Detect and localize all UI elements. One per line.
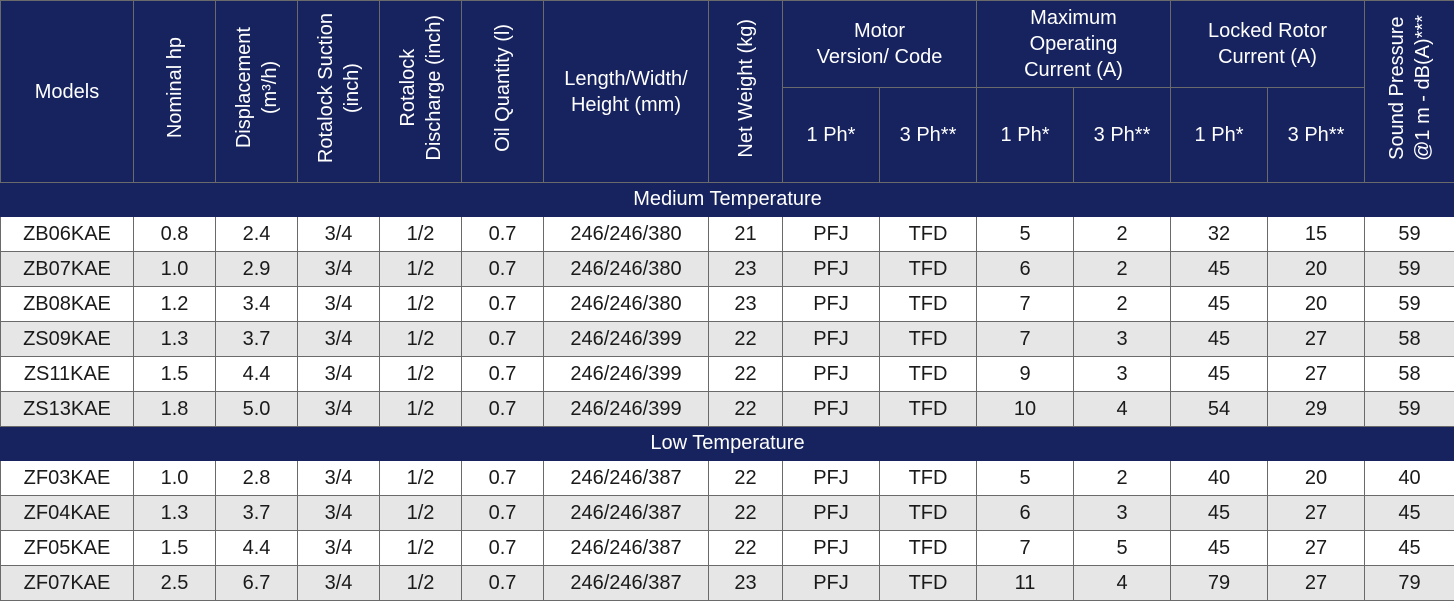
cell-discharge: 1/2 — [380, 531, 462, 566]
cell-suction: 3/4 — [298, 217, 380, 252]
header-locked-rotor-current: Locked Rotor Current (A) — [1171, 1, 1365, 88]
cell-suction: 3/4 — [298, 461, 380, 496]
cell-discharge: 1/2 — [380, 217, 462, 252]
cell-max-current-3ph: 2 — [1074, 461, 1171, 496]
cell-max-current-1ph: 5 — [977, 461, 1074, 496]
cell-oil-quantity: 0.7 — [462, 217, 544, 252]
cell-motor-1ph: PFJ — [783, 496, 880, 531]
cell-dimensions: 246/246/387 — [544, 496, 709, 531]
cell-motor-1ph: PFJ — [783, 322, 880, 357]
cell-net-weight: 22 — [709, 392, 783, 427]
cell-locked-3ph: 29 — [1268, 392, 1365, 427]
cell-motor-1ph: PFJ — [783, 461, 880, 496]
cell-motor-1ph: PFJ — [783, 287, 880, 322]
table-body — [1, 183, 1454, 601]
cell-locked-3ph: 20 — [1268, 461, 1365, 496]
cell-nominal-hp: 1.3 — [134, 496, 216, 531]
section-header-row — [1, 183, 1454, 217]
section-title: Medium Temperature — [1, 183, 1454, 217]
cell-net-weight: 23 — [709, 287, 783, 322]
cell-max-current-3ph: 4 — [1074, 566, 1171, 601]
cell-sound-pressure: 59 — [1365, 217, 1454, 252]
cell-nominal-hp: 1.5 — [134, 531, 216, 566]
cell-oil-quantity: 0.7 — [462, 252, 544, 287]
cell-discharge: 1/2 — [380, 496, 462, 531]
cell-dimensions: 246/246/387 — [544, 461, 709, 496]
cell-max-current-1ph: 7 — [977, 287, 1074, 322]
cell-displacement: 2.4 — [216, 217, 298, 252]
cell-nominal-hp: 1.2 — [134, 287, 216, 322]
cell-dimensions: 246/246/380 — [544, 252, 709, 287]
cell-nominal-hp: 1.3 — [134, 322, 216, 357]
cell-oil-quantity: 0.7 — [462, 531, 544, 566]
cell-suction: 3/4 — [298, 566, 380, 601]
cell-locked-1ph: 32 — [1171, 217, 1268, 252]
cell-suction: 3/4 — [298, 322, 380, 357]
cell-locked-1ph: 54 — [1171, 392, 1268, 427]
header-motor-1ph: 1 Ph* — [783, 88, 880, 183]
cell-oil-quantity: 0.7 — [462, 392, 544, 427]
cell-dimensions: 246/246/399 — [544, 392, 709, 427]
header-models: Models — [1, 1, 134, 183]
cell-oil-quantity: 0.7 — [462, 461, 544, 496]
cell-locked-1ph: 40 — [1171, 461, 1268, 496]
cell-discharge: 1/2 — [380, 392, 462, 427]
cell-motor-3ph: TFD — [880, 461, 977, 496]
cell-max-current-1ph: 11 — [977, 566, 1074, 601]
cell-suction: 3/4 — [298, 287, 380, 322]
header-rotalock-discharge: Rotalock Discharge (inch) — [380, 1, 462, 183]
cell-model: ZF05KAE — [1, 531, 134, 566]
cell-discharge: 1/2 — [380, 566, 462, 601]
cell-motor-1ph: PFJ — [783, 357, 880, 392]
cell-oil-quantity: 0.7 — [462, 287, 544, 322]
table-header — [1, 1, 1454, 183]
cell-locked-3ph: 27 — [1268, 357, 1365, 392]
cell-locked-1ph: 45 — [1171, 252, 1268, 287]
cell-locked-3ph: 27 — [1268, 566, 1365, 601]
cell-displacement: 4.4 — [216, 357, 298, 392]
cell-dimensions: 246/246/387 — [544, 531, 709, 566]
cell-nominal-hp: 1.8 — [134, 392, 216, 427]
cell-discharge: 1/2 — [380, 357, 462, 392]
cell-max-current-3ph: 3 — [1074, 322, 1171, 357]
table-row — [1, 461, 1454, 496]
cell-motor-3ph: TFD — [880, 252, 977, 287]
cell-motor-3ph: TFD — [880, 566, 977, 601]
cell-motor-1ph: PFJ — [783, 252, 880, 287]
table-row — [1, 322, 1454, 357]
cell-max-current-1ph: 9 — [977, 357, 1074, 392]
cell-dimensions: 246/246/399 — [544, 357, 709, 392]
cell-motor-1ph: PFJ — [783, 566, 880, 601]
cell-discharge: 1/2 — [380, 252, 462, 287]
cell-displacement: 6.7 — [216, 566, 298, 601]
cell-model: ZB08KAE — [1, 287, 134, 322]
cell-max-current-1ph: 6 — [977, 496, 1074, 531]
header-net-weight: Net Weight (kg) — [709, 1, 783, 183]
cell-locked-3ph: 20 — [1268, 252, 1365, 287]
header-locked-1ph: 1 Ph* — [1171, 88, 1268, 183]
cell-discharge: 1/2 — [380, 287, 462, 322]
cell-locked-3ph: 27 — [1268, 496, 1365, 531]
cell-sound-pressure: 59 — [1365, 392, 1454, 427]
header-oil-quantity: Oil Quantity (l) — [462, 1, 544, 183]
cell-nominal-hp: 1.5 — [134, 357, 216, 392]
header-motor-3ph: 3 Ph** — [880, 88, 977, 183]
cell-displacement: 4.4 — [216, 531, 298, 566]
header-nominal-hp: Nominal hp — [134, 1, 216, 183]
cell-net-weight: 23 — [709, 252, 783, 287]
header-max-operating-current: Maximum Operating Current (A) — [977, 1, 1171, 88]
cell-suction: 3/4 — [298, 252, 380, 287]
cell-motor-1ph: PFJ — [783, 217, 880, 252]
cell-oil-quantity: 0.7 — [462, 566, 544, 601]
cell-sound-pressure: 58 — [1365, 322, 1454, 357]
table-row — [1, 392, 1454, 427]
cell-model: ZF03KAE — [1, 461, 134, 496]
cell-oil-quantity: 0.7 — [462, 322, 544, 357]
header-max-current-1ph: 1 Ph* — [977, 88, 1074, 183]
cell-max-current-1ph: 7 — [977, 322, 1074, 357]
cell-locked-3ph: 27 — [1268, 322, 1365, 357]
cell-oil-quantity: 0.7 — [462, 357, 544, 392]
cell-displacement: 3.7 — [216, 322, 298, 357]
cell-displacement: 2.8 — [216, 461, 298, 496]
cell-max-current-1ph: 7 — [977, 531, 1074, 566]
cell-max-current-1ph: 6 — [977, 252, 1074, 287]
cell-dimensions: 246/246/387 — [544, 566, 709, 601]
cell-nominal-hp: 2.5 — [134, 566, 216, 601]
cell-displacement: 2.9 — [216, 252, 298, 287]
header-locked-3ph: 3 Ph** — [1268, 88, 1365, 183]
cell-model: ZF07KAE — [1, 566, 134, 601]
table-row — [1, 531, 1454, 566]
cell-motor-1ph: PFJ — [783, 531, 880, 566]
cell-motor-3ph: TFD — [880, 496, 977, 531]
cell-net-weight: 22 — [709, 357, 783, 392]
cell-oil-quantity: 0.7 — [462, 496, 544, 531]
cell-locked-3ph: 27 — [1268, 531, 1365, 566]
table-row — [1, 357, 1454, 392]
cell-sound-pressure: 79 — [1365, 566, 1454, 601]
cell-model: ZB07KAE — [1, 252, 134, 287]
cell-sound-pressure: 45 — [1365, 496, 1454, 531]
table-row — [1, 496, 1454, 531]
cell-discharge: 1/2 — [380, 322, 462, 357]
section-header-row — [1, 427, 1454, 461]
section-title: Low Temperature — [1, 427, 1454, 461]
cell-max-current-3ph: 2 — [1074, 287, 1171, 322]
table-row — [1, 252, 1454, 287]
cell-motor-3ph: TFD — [880, 287, 977, 322]
cell-displacement: 3.4 — [216, 287, 298, 322]
cell-locked-1ph: 45 — [1171, 531, 1268, 566]
cell-max-current-1ph: 10 — [977, 392, 1074, 427]
header-displacement: Displacement (m³/h) — [216, 1, 298, 183]
cell-max-current-3ph: 3 — [1074, 357, 1171, 392]
header-motor-version: Motor Version/ Code — [783, 1, 977, 88]
cell-locked-1ph: 45 — [1171, 357, 1268, 392]
cell-max-current-3ph: 4 — [1074, 392, 1171, 427]
cell-motor-3ph: TFD — [880, 392, 977, 427]
cell-nominal-hp: 0.8 — [134, 217, 216, 252]
cell-net-weight: 21 — [709, 217, 783, 252]
cell-nominal-hp: 1.0 — [134, 252, 216, 287]
cell-sound-pressure: 40 — [1365, 461, 1454, 496]
cell-sound-pressure: 45 — [1365, 531, 1454, 566]
table-row — [1, 566, 1454, 601]
cell-motor-3ph: TFD — [880, 531, 977, 566]
cell-net-weight: 23 — [709, 566, 783, 601]
cell-locked-1ph: 45 — [1171, 322, 1268, 357]
cell-locked-3ph: 15 — [1268, 217, 1365, 252]
cell-max-current-1ph: 5 — [977, 217, 1074, 252]
cell-locked-1ph: 45 — [1171, 496, 1268, 531]
cell-nominal-hp: 1.0 — [134, 461, 216, 496]
cell-model: ZS09KAE — [1, 322, 134, 357]
cell-model: ZS11KAE — [1, 357, 134, 392]
cell-dimensions: 246/246/380 — [544, 287, 709, 322]
cell-max-current-3ph: 5 — [1074, 531, 1171, 566]
cell-max-current-3ph: 3 — [1074, 496, 1171, 531]
header-max-current-3ph: 3 Ph** — [1074, 88, 1171, 183]
header-dimensions: Length/Width/ Height (mm) — [544, 1, 709, 183]
cell-suction: 3/4 — [298, 496, 380, 531]
cell-motor-1ph: PFJ — [783, 392, 880, 427]
cell-suction: 3/4 — [298, 531, 380, 566]
cell-dimensions: 246/246/399 — [544, 322, 709, 357]
cell-sound-pressure: 59 — [1365, 252, 1454, 287]
cell-displacement: 5.0 — [216, 392, 298, 427]
cell-net-weight: 22 — [709, 461, 783, 496]
cell-dimensions: 246/246/380 — [544, 217, 709, 252]
cell-net-weight: 22 — [709, 531, 783, 566]
cell-max-current-3ph: 2 — [1074, 252, 1171, 287]
cell-motor-3ph: TFD — [880, 357, 977, 392]
cell-motor-3ph: TFD — [880, 322, 977, 357]
cell-net-weight: 22 — [709, 322, 783, 357]
cell-discharge: 1/2 — [380, 461, 462, 496]
cell-locked-1ph: 79 — [1171, 566, 1268, 601]
header-sound-pressure: Sound Pressure @1 m - dB(A)*** — [1365, 1, 1454, 183]
table-row — [1, 217, 1454, 252]
cell-model: ZF04KAE — [1, 496, 134, 531]
cell-displacement: 3.7 — [216, 496, 298, 531]
cell-model: ZS13KAE — [1, 392, 134, 427]
cell-model: ZB06KAE — [1, 217, 134, 252]
cell-locked-1ph: 45 — [1171, 287, 1268, 322]
cell-max-current-3ph: 2 — [1074, 217, 1171, 252]
cell-net-weight: 22 — [709, 496, 783, 531]
cell-sound-pressure: 59 — [1365, 287, 1454, 322]
cell-suction: 3/4 — [298, 357, 380, 392]
cell-locked-3ph: 20 — [1268, 287, 1365, 322]
table-row — [1, 287, 1454, 322]
cell-motor-3ph: TFD — [880, 217, 977, 252]
cell-suction: 3/4 — [298, 392, 380, 427]
header-rotalock-suction: Rotalock Suction (inch) — [298, 1, 380, 183]
cell-sound-pressure: 58 — [1365, 357, 1454, 392]
